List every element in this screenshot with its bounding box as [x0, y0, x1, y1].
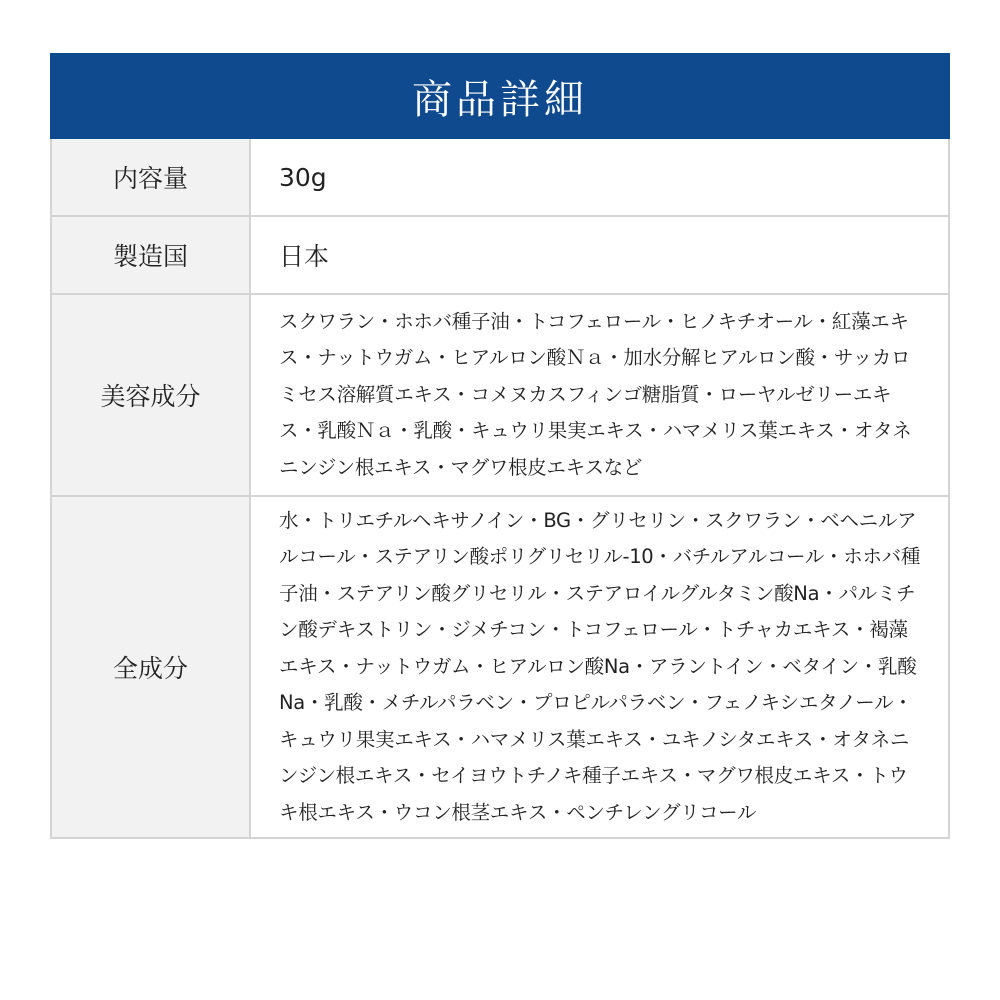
all-ingredients-label: 全成分 — [52, 497, 251, 837]
detail-rows — [50, 139, 950, 839]
beauty-ingredients-value: スクワラン・ホホバ種子油・トコフェロール・ヒノキチオール・紅藻エキス・ナットウガム・ヒアルロン酸Ｎａ・加水分解ヒアルロン酸・サッカロミセス溶解質エキス・コメヌカスフィンゴ糖脂質・ローヤルゼリーエキス・乳酸Ｎａ・乳酸・キュウリ果実エキス・ハマメリス葉エキス・オタネニンジン根エキス・マグワ根皮エキスなど — [279, 309, 912, 479]
country-label: 製造国 — [52, 217, 251, 293]
country-value: 日本 — [279, 242, 330, 271]
row-country-of-manufacture — [52, 217, 948, 295]
row-content-amount — [52, 139, 948, 217]
beauty-ingredients-label: 美容成分 — [52, 295, 251, 495]
product-detail-table — [50, 53, 950, 839]
all-ingredients-value: 水・トリエチルヘキサノイン・BG・グリセリン・スクワラン・ベヘニルアルコール・ステアリン酸ポリグリセリル-10・バチルアルコール・ホホバ種子油・ステアリン酸グリセリル・ステアロイルグルタミン酸Na・パルミチン酸デキストリン・ジメチコン・トコフェロール・トチャカエキス・褐藻エキス・ナットウガム・ヒアルロン酸Na・アラントイン・ベタイン・乳酸Na・乳酸・メチルパラベン・プロピルパラベン・フェノキシエタノール・キュウリ果実エキス・ハマメリス葉エキス・ユキノシタエキス・オタネニンジン根エキス・セイヨウトチノキ種子エキス・マグワ根皮エキス・トウキ根エキス・ウコン根茎エキス・ペンチレングリコール — [279, 508, 921, 824]
row-all-ingredients — [52, 497, 948, 839]
content-amount-value: 30g — [279, 162, 327, 192]
content-amount-label: 内容量 — [52, 139, 251, 215]
row-beauty-ingredients — [52, 295, 948, 497]
table-title: 商品詳細 — [50, 53, 950, 139]
